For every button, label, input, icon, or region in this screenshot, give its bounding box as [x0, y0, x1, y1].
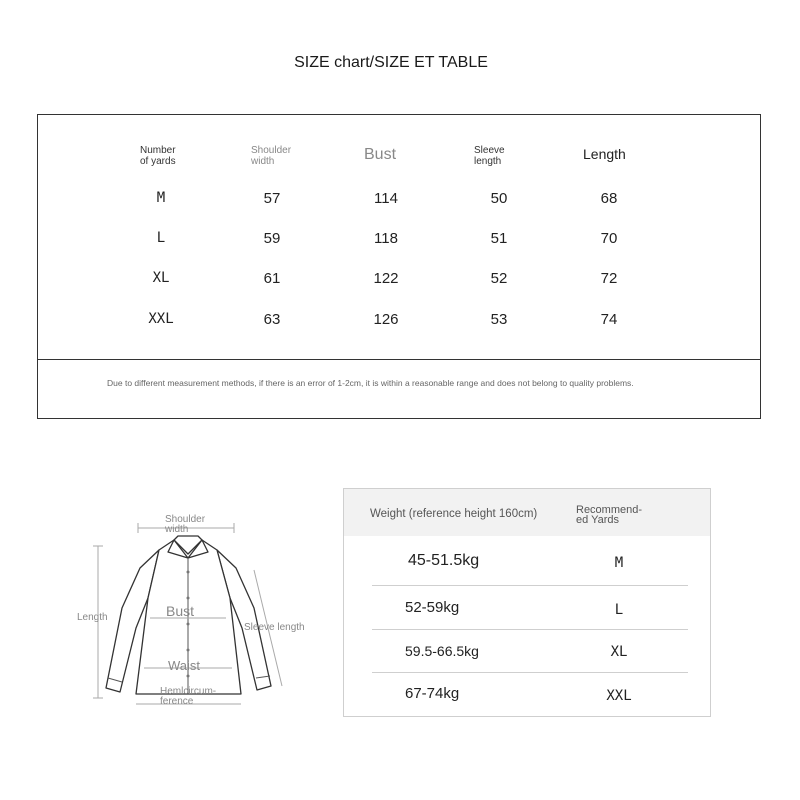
sleeve-cell: 53 — [490, 311, 508, 328]
shirt-measurement-diagram — [74, 508, 324, 713]
header-weight: Weight (reference height 160cm) — [370, 508, 538, 520]
shoulder-cell: 59 — [263, 230, 281, 247]
row-divider — [372, 585, 688, 586]
measurement-note: Due to different measurement methods, if there is an error of 1-2cm, it is within a reasonable range and does not belong to quality problems. — [107, 378, 634, 388]
label-hem-2: ference — [160, 696, 194, 707]
header-shoulder-width: Shoulder width — [251, 145, 292, 167]
shoulder-cell: 57 — [263, 190, 281, 207]
row-divider — [372, 629, 688, 630]
weight-cell: 59.5-66.5kg — [405, 643, 479, 659]
header-sleeve-length: Sleeve length — [474, 145, 505, 167]
weight-table-header — [344, 489, 710, 536]
label-shoulder-2: width — [165, 524, 189, 535]
size-cell: XXL — [606, 688, 632, 704]
sleeve-cell: 51 — [490, 230, 508, 247]
size-table — [37, 114, 761, 419]
shirt-illustration — [74, 508, 324, 713]
table-row — [38, 230, 760, 256]
sleeve-cell: 50 — [490, 190, 508, 207]
table-row — [38, 190, 760, 216]
sleeve-cell: 52 — [490, 270, 508, 287]
size-cell: M — [156, 190, 166, 206]
label-length: Length — [77, 612, 108, 623]
length-cell: 70 — [600, 230, 618, 247]
weight-table — [343, 488, 711, 717]
table-divider — [38, 359, 760, 360]
weight-cell: 52-59kg — [405, 599, 460, 616]
size-cell: M — [614, 555, 624, 571]
shoulder-cell: 61 — [263, 270, 281, 287]
length-cell: 68 — [600, 190, 618, 207]
label-hem: Hemlcircum- — [160, 686, 217, 697]
length-cell: 72 — [600, 270, 618, 287]
table-row — [38, 311, 760, 337]
table-row — [38, 270, 760, 296]
header-length: Length — [583, 146, 626, 162]
size-cell: XL — [152, 270, 170, 286]
bust-cell: 122 — [373, 270, 399, 287]
size-cell: L — [156, 230, 166, 246]
bust-cell: 114 — [374, 190, 398, 207]
label-bust: Bust — [166, 603, 195, 619]
page-title: SIZE chart/SIZE ET TABLE — [294, 54, 488, 71]
weight-cell: 45-51.5kg — [408, 552, 480, 569]
weight-cell: 67-74kg — [405, 685, 460, 702]
label-waist: Waist — [168, 658, 201, 673]
size-cell: XXL — [148, 311, 174, 327]
bust-cell: 126 — [373, 311, 399, 328]
size-cell: XL — [610, 644, 628, 660]
size-cell: L — [614, 602, 624, 618]
header-bust: Bust — [364, 146, 397, 163]
header-number-of-yards: Number of yards — [140, 145, 176, 167]
length-cell: 74 — [600, 311, 618, 328]
shoulder-cell: 63 — [263, 311, 281, 328]
label-shoulder: Shoulder — [165, 514, 206, 525]
label-sleeve-length: Sleeve length — [244, 622, 305, 633]
row-divider — [372, 672, 688, 673]
header-recommended-yards: Recommend- ed Yards — [576, 504, 643, 526]
bust-cell: 118 — [374, 230, 398, 247]
